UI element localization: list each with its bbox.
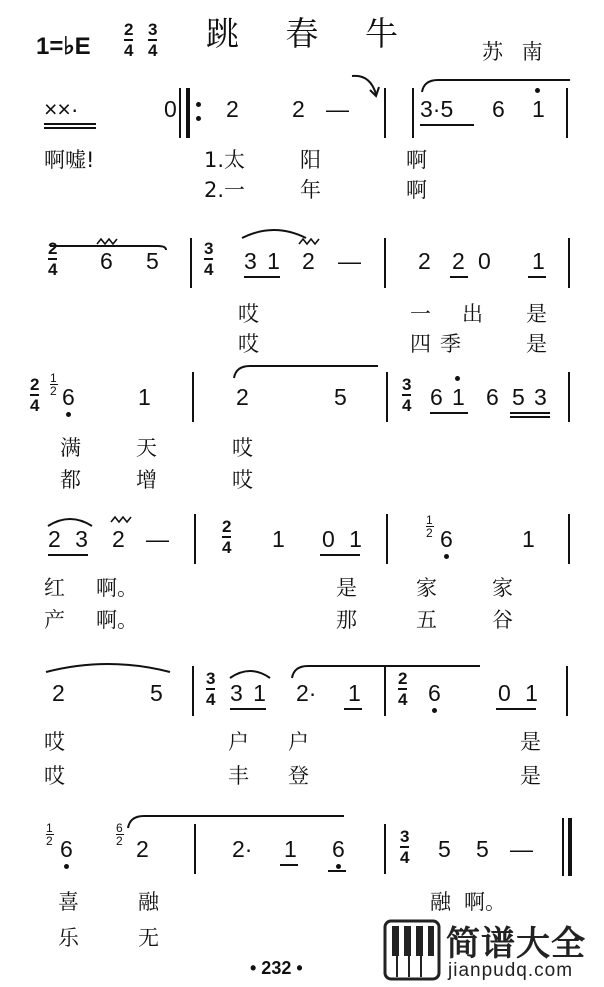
underline (44, 127, 96, 129)
underline (48, 554, 88, 556)
note: 1 (138, 384, 151, 410)
slur (44, 660, 174, 674)
lyric: 五 (416, 608, 437, 632)
underline (420, 124, 474, 126)
barline (194, 514, 196, 564)
lyric: 是 (336, 576, 357, 600)
time-signature-3-4: 3 4 (204, 239, 214, 279)
lyric: 啊嘘! (44, 148, 95, 172)
underline (496, 708, 536, 710)
repeat-start-barline (186, 88, 190, 138)
low-octave-dot (432, 708, 437, 713)
repeat-dot (196, 116, 201, 121)
barline (384, 88, 386, 138)
note: 6 (100, 248, 113, 274)
time-signature-3-4: 3 4 (400, 827, 410, 867)
note: 6 (60, 836, 73, 862)
ornament-icon (298, 238, 320, 246)
note: 3 1 (230, 680, 268, 706)
low-octave-dot (66, 412, 71, 417)
note: 3 1 (244, 248, 282, 274)
note-rest: 0 (478, 248, 491, 274)
lyric: 登 (288, 764, 309, 788)
lyric: 哎 (44, 730, 65, 754)
barline (386, 372, 388, 422)
lyric: 四 (410, 332, 431, 356)
page-number: • 232 • (250, 958, 303, 978)
barline (568, 238, 570, 288)
time-signature-2-4: 2 4 (30, 375, 40, 415)
dash: — (146, 526, 169, 552)
note: 6 (428, 680, 441, 706)
note: 3·5 (420, 96, 454, 122)
repeat-dot (196, 102, 201, 107)
lyric: 哎 (232, 436, 253, 460)
low-octave-dot (336, 864, 341, 869)
lyric: 是 (526, 302, 547, 326)
note: 5 (438, 836, 451, 862)
lyric: 红 (44, 576, 65, 600)
note: 0 1 (322, 526, 366, 552)
note: 5 (476, 836, 489, 862)
underline (344, 708, 362, 710)
grace-fraction: 1 2 (46, 821, 53, 848)
piano-keys-icon (384, 920, 440, 980)
slur (232, 362, 382, 380)
note: 2 3 (48, 526, 92, 552)
note: 2 (52, 680, 65, 706)
note: 2 (226, 96, 239, 122)
note: 2 (302, 248, 315, 274)
lyric: 年 (300, 178, 321, 202)
barline (384, 238, 386, 288)
time-signature-2-4: 2 4 (124, 20, 134, 60)
lyric: 都 (60, 468, 81, 492)
barline (412, 88, 414, 138)
note: 3 (534, 384, 547, 410)
barline (192, 666, 194, 716)
lyric: 1.太 (204, 148, 246, 172)
note-rest: 0 (164, 96, 177, 122)
lyric: 季 (440, 332, 461, 356)
underline (280, 864, 298, 866)
underline (430, 412, 468, 414)
lyric: 融 (138, 890, 159, 914)
slur (228, 666, 274, 680)
grace-fraction: 1 2 (426, 513, 433, 540)
note: 2· (296, 680, 317, 706)
note-high: 1 (452, 384, 465, 410)
dash: — (338, 248, 361, 274)
lyric: 啊。 (464, 890, 506, 914)
note: 6 (332, 836, 345, 862)
lyric: 丰 (228, 764, 249, 788)
note: 2 (112, 526, 125, 552)
lyric: 喜 (58, 890, 79, 914)
jump-arrow-icon (348, 72, 388, 102)
lyric: 乐 (58, 926, 79, 950)
barline (386, 514, 388, 564)
watermark-brand: 简谱大全 (446, 924, 586, 964)
lyric: 啊 (406, 178, 427, 202)
note: 0 1 (498, 680, 542, 706)
note: 1 (522, 526, 535, 552)
note: 5 (512, 384, 525, 410)
note: 2 (452, 248, 465, 274)
time-signature-3-4: 3 4 (206, 669, 216, 709)
lyric: 2.一 (204, 178, 246, 202)
lyric: 是 (526, 332, 547, 356)
grace-fraction: 6 2 (116, 821, 123, 848)
slur (420, 76, 580, 96)
barline (190, 238, 192, 288)
watermark (384, 916, 602, 984)
note: 5 (146, 248, 159, 274)
underline (320, 554, 360, 556)
underline (328, 870, 346, 872)
key-signature: 1=♭E (36, 33, 91, 60)
lyric: 是 (520, 764, 541, 788)
note: 2 (292, 96, 305, 122)
lyric: 家 (416, 576, 437, 600)
note: 1 (348, 680, 361, 706)
lyric: 啊。 (96, 608, 138, 632)
underline (44, 123, 96, 125)
lyric: 哎 (238, 332, 259, 356)
barline (568, 372, 570, 422)
lyric: 是 (520, 730, 541, 754)
watermark-url: jianpudq.com (448, 960, 574, 981)
note-high: 1 (532, 96, 545, 122)
lyric: 那 (336, 608, 357, 632)
region-label: 苏 南 (482, 40, 549, 64)
barline (384, 824, 386, 874)
lyric: 家 (492, 576, 523, 600)
barline (562, 818, 564, 876)
note: 5 (334, 384, 347, 410)
low-octave-dot (64, 864, 69, 869)
lyric: 哎 (232, 468, 253, 492)
barline (194, 824, 196, 874)
final-barline (568, 818, 572, 876)
underline (450, 276, 468, 278)
high-octave-dot (455, 376, 460, 381)
lyric: 一 (410, 302, 431, 326)
note: 5 (150, 680, 163, 706)
barline (566, 88, 568, 138)
underline (244, 276, 280, 278)
underline (510, 416, 550, 418)
lyric: 户 (288, 730, 309, 754)
song-title: 跳 春 牛 (206, 14, 416, 53)
lyric: 啊。 (96, 576, 138, 600)
underline (230, 708, 266, 710)
lyric: 户 (228, 730, 249, 754)
time-signature-2-4: 2 4 (48, 239, 58, 279)
barline (192, 372, 194, 422)
note: 6 (430, 384, 443, 410)
lyric: 阳 (300, 148, 321, 172)
lyric: 啊 (406, 148, 427, 172)
note: 1 (272, 526, 285, 552)
time-signature-2-4: 2 4 (398, 669, 408, 709)
low-octave-dot (444, 554, 449, 559)
note: 6 (486, 384, 499, 410)
note: 1 (532, 248, 545, 274)
barline (179, 88, 181, 138)
note: 6 (62, 384, 75, 410)
note: 2 (136, 836, 149, 862)
note: 2· (232, 836, 253, 862)
note: 2 (236, 384, 249, 410)
lyric: 满 (60, 436, 81, 460)
barline (384, 666, 386, 716)
grace-fraction: 1 2 (50, 371, 57, 398)
lyric: 哎 (238, 302, 259, 326)
underline (528, 276, 546, 278)
lyric: 天 (136, 436, 157, 460)
note: 6 (440, 526, 453, 552)
lyric: 产 (44, 608, 65, 632)
lyric: 谷 (492, 608, 523, 632)
note-xx: ××· (44, 96, 79, 122)
time-signature-3-4: 3 4 (402, 375, 412, 415)
lyric: 哎 (44, 764, 65, 788)
slur (290, 662, 490, 680)
barline (568, 514, 570, 564)
lyric: 融 (430, 890, 451, 914)
note: 2 (418, 248, 431, 274)
note: 1 (284, 836, 297, 862)
lyric: 出 (462, 302, 483, 326)
ornament-icon (110, 516, 132, 524)
high-octave-dot (535, 88, 540, 93)
dash: — (510, 836, 533, 862)
underline (510, 412, 550, 414)
slur (126, 812, 346, 830)
lyric: 无 (138, 926, 159, 950)
note: 6 (492, 96, 505, 122)
time-signature-3-4: 3 4 (148, 20, 158, 60)
time-signature-2-4: 2 4 (222, 517, 232, 557)
dash: — (326, 96, 349, 122)
barline (566, 666, 568, 716)
lyric: 增 (136, 468, 157, 492)
ornament-icon (96, 238, 118, 246)
